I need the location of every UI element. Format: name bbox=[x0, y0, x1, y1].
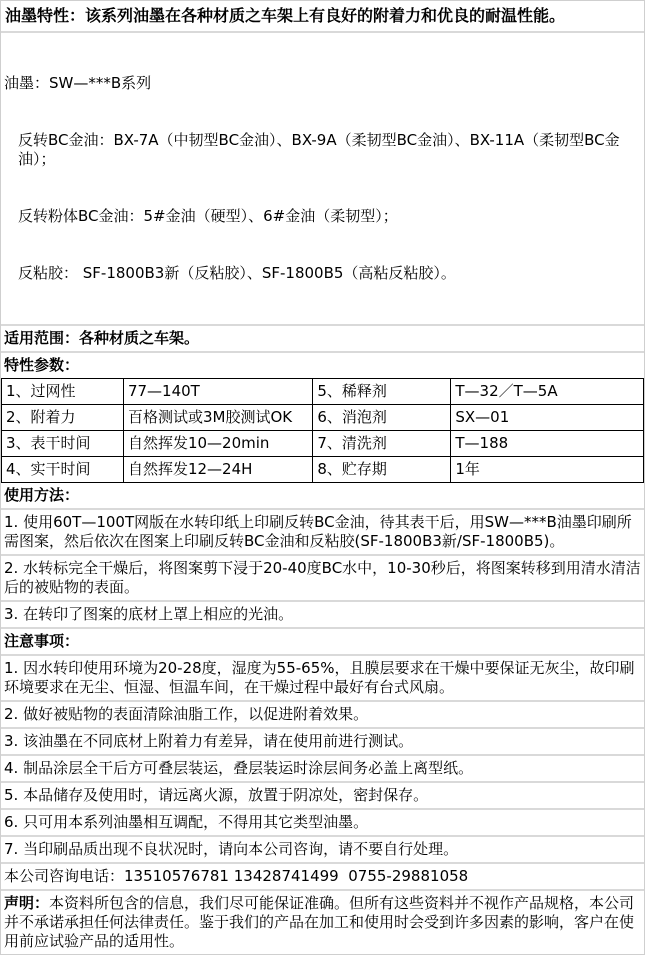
param-name-cell: 2、附着力 bbox=[2, 405, 124, 431]
notice-item: 2. 做好被贴物的表面清除油脂工作，以促进附着效果。 bbox=[1, 702, 644, 729]
param-name-cell: 7、清洗剂 bbox=[313, 431, 451, 457]
usage-item: 3. 在转印了图案的底材上罩上相应的光油。 bbox=[1, 602, 644, 629]
param-value-cell: 百格测试或3M胶测试OK bbox=[123, 405, 312, 431]
contact-phone-line: 本公司咨询电话：13510576781 13428741499 0755-29881058 bbox=[1, 864, 644, 891]
disclaimer bbox=[1, 891, 644, 954]
doc-title: 油墨特性：该系列油墨在各种材质之车架上有良好的附着力和优良的耐温性能。 bbox=[1, 1, 644, 33]
table-row bbox=[2, 431, 644, 457]
table-row bbox=[2, 457, 644, 483]
parameters-table bbox=[1, 378, 644, 483]
usage-item: 1. 使用60T—100T网版在水转印纸上印刷反转BC金油，待其表干后，用SW—***B油墨印刷所需图案，然后依次在图案上印刷反转BC金油和反粘胶(SF-1800B3新/SF-1800B5)。 bbox=[1, 510, 644, 556]
param-name-cell: 3、表干时间 bbox=[2, 431, 124, 457]
ink-line-bc-gold: 反转BC金油：BX-7A（中韧型BC金油）、BX-9A（柔韧型BC金油）、BX-11A（柔韧型BC金油）； bbox=[18, 131, 620, 168]
param-value-cell: SX—01 bbox=[451, 405, 644, 431]
notice-item: 4. 制品涂层全干后方可叠层装运，叠层装运时涂层间务必盖上离型纸。 bbox=[1, 756, 644, 783]
disclaimer-text: 本资料所包含的信息，我们尽可能保证准确。但所有这些资料并不视作产品规格，本公司并不承诺承担任何法律责任。鉴于我们的产品在加工和使用时会受到许多因素的影响，客户在使用前应试验产品的适用性。 bbox=[4, 894, 635, 950]
notice-item: 5. 本品储存及使用时，请远离火源，放置于阴凉处，密封保存。 bbox=[1, 783, 644, 810]
scope-heading: 适用范围：各种材质之车架。 bbox=[1, 326, 644, 353]
param-name-cell: 5、稀释剂 bbox=[313, 379, 451, 405]
ink-series-heading: 油墨：SW—***B系列 bbox=[4, 74, 152, 92]
disclaimer-label: 声明： bbox=[4, 894, 50, 912]
param-name-cell: 6、消泡剂 bbox=[313, 405, 451, 431]
ink-line-adhesive: 反粘胶： SF-1800B3新（反粘胶）、SF-1800B5（高粘反粘胶）。 bbox=[18, 264, 456, 282]
notice-item: 7. 当印刷品质出现不良状况时，请向本公司咨询，请不要自行处理。 bbox=[1, 837, 644, 864]
param-name-cell: 1、过网性 bbox=[2, 379, 124, 405]
param-name-cell: 4、实干时间 bbox=[2, 457, 124, 483]
usage-heading: 使用方法： bbox=[1, 483, 644, 510]
param-value-cell: 自然挥发10—20min bbox=[123, 431, 312, 457]
notice-item: 6. 只可用本系列油墨相互调配，不得用其它类型油墨。 bbox=[1, 810, 644, 837]
ink-section bbox=[1, 33, 644, 326]
parameters-heading: 特性参数： bbox=[4, 356, 80, 374]
usage-item: 2. 水转标完全干燥后，将图案剪下浸于20-40度BC水中，10-30秒后，将图案转移到用清水清洁后的被贴物的表面。 bbox=[1, 556, 644, 602]
param-value-cell: 77—140T bbox=[123, 379, 312, 405]
param-value-cell: T—32／T—5A bbox=[451, 379, 644, 405]
notices-heading: 注意事项： bbox=[1, 629, 644, 656]
ink-line-powder-gold: 反转粉体BC金油：5#金油（硬型）、6#金油（柔韧型）； bbox=[18, 207, 398, 225]
table-row bbox=[2, 379, 644, 405]
notice-item: 1. 因水转印使用环境为20-28度，湿度为55-65%，且膜层要求在干燥中要保证无灰尘，故印刷环境要求在无尘、恒湿、恒温车间，在干燥过程中最好有台式风扇。 bbox=[1, 656, 644, 702]
param-value-cell: T—188 bbox=[451, 431, 644, 457]
notice-item: 3. 该油墨在不同底材上附着力有差异，请在使用前进行测试。 bbox=[1, 729, 644, 756]
param-name-cell: 8、贮存期 bbox=[313, 457, 451, 483]
param-value-cell: 1年 bbox=[451, 457, 644, 483]
table-row bbox=[2, 405, 644, 431]
param-value-cell: 自然挥发12—24H bbox=[123, 457, 312, 483]
